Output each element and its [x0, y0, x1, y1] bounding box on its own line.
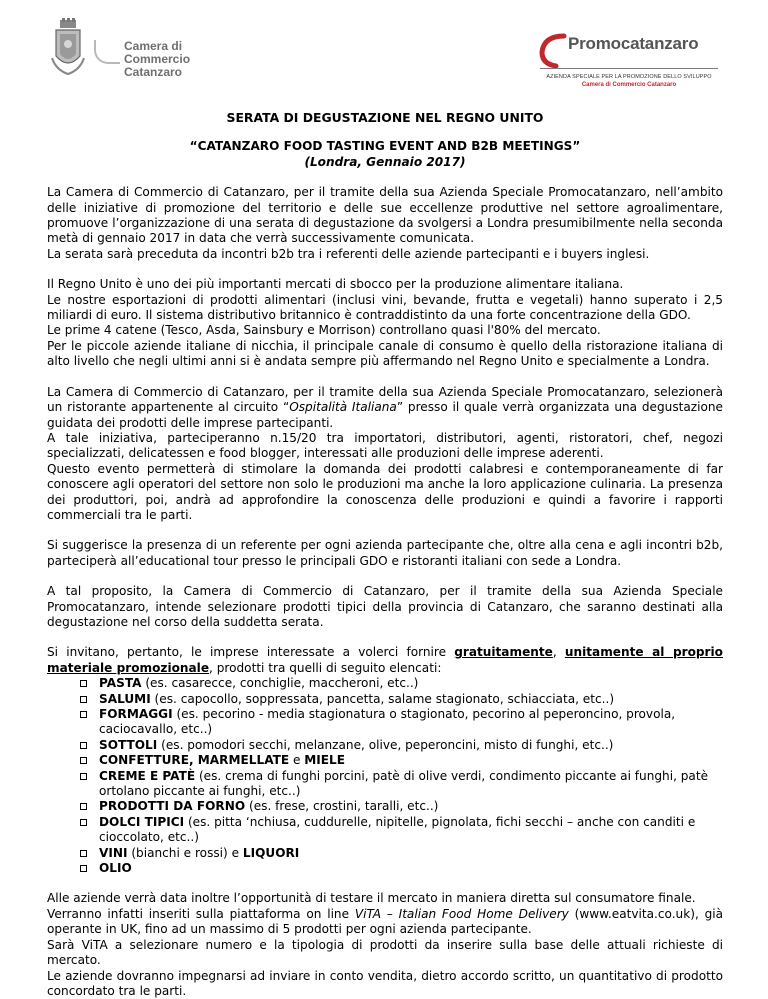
paragraph-vita-4: Le aziende dovranno impegnarsi ad inviare in conto vendita, dietro accordo scritto, un quantitativo di prodotto concordato tra le parti. — [47, 969, 723, 999]
paragraph-uk-market-2: Le nostre esportazioni di prodotti alimentari (inclusi vini, bevande, frutta e vegetali) hanno superato i 2,5 miliardi di euro. Il sistema distributivo britannico è contraddistinto da una forte concentrazione della GDO. — [47, 293, 723, 324]
chamber-name-line-1: Camera di Commercio — [124, 40, 198, 66]
chamber-name — [124, 40, 198, 79]
list-item — [80, 799, 723, 814]
item-detail: (es. casarecce, conchiglie, maccheroni, etc..) — [142, 676, 419, 690]
logo-divider — [94, 40, 120, 64]
paragraph-event-goal: Questo evento permetterà di stimolare la domanda dei prodotti calabresi e contemporaneamente di far conoscere agli operatori del settore non solo le produzioni ma anche la loro applicazione culinaria. La presenza dei produttori, poi, andrà ad approfondire la conoscenza delle produzioni e quindi a favorire i rapporti commerciali tra le parti. — [47, 462, 723, 524]
list-item — [80, 815, 723, 846]
paragraph-restaurant — [47, 385, 723, 431]
item-name-2: MIELE — [304, 753, 345, 767]
text-segment: La Camera di Commercio di Catanzaro, per il tramite della sua Azienda Speciale Promocatanzaro, selezionerà un ristorante appartenente al circuito “ — [47, 385, 723, 414]
text-segment: , prodotti tra quelli di seguito elencati: — [209, 661, 441, 675]
list-item — [80, 769, 723, 800]
coat-of-arms-icon — [48, 18, 88, 78]
page-title: SERATA DI DEGUSTAZIONE NEL REGNO UNITO — [47, 110, 723, 125]
item-detail: (es. pecorino - media stagionatura o stagionato, pecorino al peperoncino, provola, caciocavallo, etc..) — [99, 707, 675, 736]
document-body — [47, 110, 723, 999]
item-name: FORMAGGI — [99, 707, 173, 721]
checkbox-icon — [80, 819, 87, 826]
event-title: “CATANZARO FOOD TASTING EVENT AND B2B MEETINGS” — [47, 139, 723, 154]
item-detail: (es. pomodori secchi, melanzane, olive, peperoncini, misto di funghi, etc..) — [157, 738, 613, 752]
promocatanzaro-logo — [536, 30, 722, 100]
paragraph-referent: Si suggerisce la presenza di un referente per ogni azienda partecipante che, oltre alla cena e agli incontri b2b, parteciperà all’educational tour presso le principali GDO e ristoranti italiani con sede a Londra. — [47, 538, 723, 569]
italic-text: ViTA – Italian Food Home Delivery — [355, 907, 569, 921]
paragraph-invitation — [47, 645, 723, 676]
paragraph-uk-market-4: Per le piccole aziende italiane di nicchia, il principale canale di consumo è quello della ristorazione italiana di alto livello che negli ultimi anni si è andata sempre più affermando nel Regno Unito e specialmente a Londra. — [47, 339, 723, 370]
text-segment: , — [553, 645, 565, 659]
checkbox-icon — [80, 773, 87, 780]
item-name: DOLCI TIPICI — [99, 815, 184, 829]
paragraph-vita-1: Alle aziende verrà data inoltre l’opportunità di testare il mercato in maniera diretta sul consumatore finale. — [47, 891, 723, 906]
checkbox-icon — [80, 803, 87, 810]
item-detail: (es. crema di funghi porcini, patè di olive verdi, condimento piccante ai funghi, patè ortolano piccante ai funghi, etc..) — [99, 769, 708, 798]
underlined-text: gratuitamente — [454, 645, 553, 659]
item-name: CONFETTURE, MARMELLATE — [99, 753, 289, 767]
item-name-2: LIQUORI — [243, 846, 299, 860]
item-name: OLIO — [99, 861, 132, 875]
logo-rule — [540, 68, 718, 69]
checkbox-icon — [80, 850, 87, 857]
text-segment: ” presso il quale verrà organizzata una degustazione guidata dei prodotti delle imprese partecipanti. — [47, 400, 723, 429]
item-detail: e — [289, 753, 304, 767]
text-segment: (www.eatvita.co.uk), già operante in UK, fino ad un massimo di 5 prodotti per ogni azienda partecipante. — [47, 907, 723, 936]
paragraph-vita-3: Sarà ViTA a selezionare numero e la tipologia di prodotti da inserire sulla base delle attuali richieste di mercato. — [47, 938, 723, 969]
item-name: PRODOTTI DA FORNO — [99, 799, 245, 813]
item-detail: (bianchi e rossi) e — [127, 846, 242, 860]
item-name: VINI — [99, 846, 127, 860]
italic-text: Ospitalità Italiana — [289, 400, 397, 414]
list-item — [80, 692, 723, 707]
paragraph-uk-market-1: Il Regno Unito è uno dei più importanti mercati di sbocco per la produzione alimentare italiana. — [47, 277, 723, 292]
product-list — [47, 676, 723, 876]
paragraph-vita-2 — [47, 907, 723, 938]
paragraph-selection: A tal proposito, la Camera di Commercio di Catanzaro, per il tramite della sua Azienda Speciale Promocatanzaro, intende selezionare prodotti tipici della provincia di Catanzaro, che saranno destinati alla degustazione nel corso della suddetta serata. — [47, 584, 723, 630]
paragraph-participants: A tale iniziativa, parteciperanno n.15/20 tra importatori, distributori, agenti, ristoratori, chef, negozi specializzati, delicatessen e food blogger, interessati alle produzioni delle imprese aderenti. — [47, 431, 723, 462]
checkbox-icon — [80, 696, 87, 703]
promocatanzaro-chamber: Camera di Commercio Catanzaro — [536, 82, 722, 88]
list-item — [80, 861, 723, 876]
paragraph-intro: La Camera di Commercio di Catanzaro, per il tramite della sua Azienda Speciale Promocatanzaro, nell’ambito delle iniziative di promozione del territorio e delle sue eccellenze produttive nel settore agroalimentare, promuove l’organizzazione di una serata di degustazione da svolgersi a Londra presumibilmente nella seconda metà di gennaio 2017 in data che verrà successivamente comunicata. — [47, 185, 723, 247]
item-name: SALUMI — [99, 692, 151, 706]
event-date: (Londra, Gennaio 2017) — [47, 155, 723, 170]
camera-di-commercio-logo — [48, 18, 198, 78]
text-segment: Si invitano, pertanto, le imprese interessate a volerci fornire — [47, 645, 454, 659]
text-segment: Verranno infatti inseriti sulla piattaforma on line — [47, 907, 355, 921]
checkbox-icon — [80, 711, 87, 718]
checkbox-icon — [80, 757, 87, 764]
item-name: CREME E PATÈ — [99, 769, 195, 783]
checkbox-icon — [80, 742, 87, 749]
list-item — [80, 707, 723, 738]
paragraph-intro-b2b: La serata sarà preceduta da incontri b2b tra i referenti delle aziende partecipanti e i buyers inglesi. — [47, 247, 723, 262]
list-item — [80, 846, 723, 861]
paragraph-uk-market-3: Le prime 4 catene (Tesco, Asda, Sainsbury e Morrison) controllano quasi l'80% del mercato. — [47, 323, 723, 338]
list-item — [80, 676, 723, 691]
item-detail: (es. frese, crostini, taralli, etc..) — [245, 799, 438, 813]
item-name: SOTTOLI — [99, 738, 157, 752]
item-name: PASTA — [99, 676, 142, 690]
checkbox-icon — [80, 680, 87, 687]
underlined-text: unitamente al proprio materiale promozionale — [47, 645, 723, 674]
chamber-name-line-2: Catanzaro — [124, 66, 198, 79]
promocatanzaro-tagline: AZIENDA SPECIALE PER LA PROMOZIONE DELLO SVILUPPO — [536, 74, 722, 80]
list-item — [80, 753, 723, 768]
checkbox-icon — [80, 865, 87, 872]
item-detail: (es. pitta ‘nchiusa, cuddurelle, nipitelle, pignolata, fichi secchi – anche con canditi e cioccolato, etc..) — [99, 815, 695, 844]
list-item — [80, 738, 723, 753]
item-detail: (es. capocollo, soppressata, pancetta, salame stagionato, schiacciata, etc..) — [151, 692, 614, 706]
promocatanzaro-name: Promocatanzaro — [568, 34, 698, 54]
